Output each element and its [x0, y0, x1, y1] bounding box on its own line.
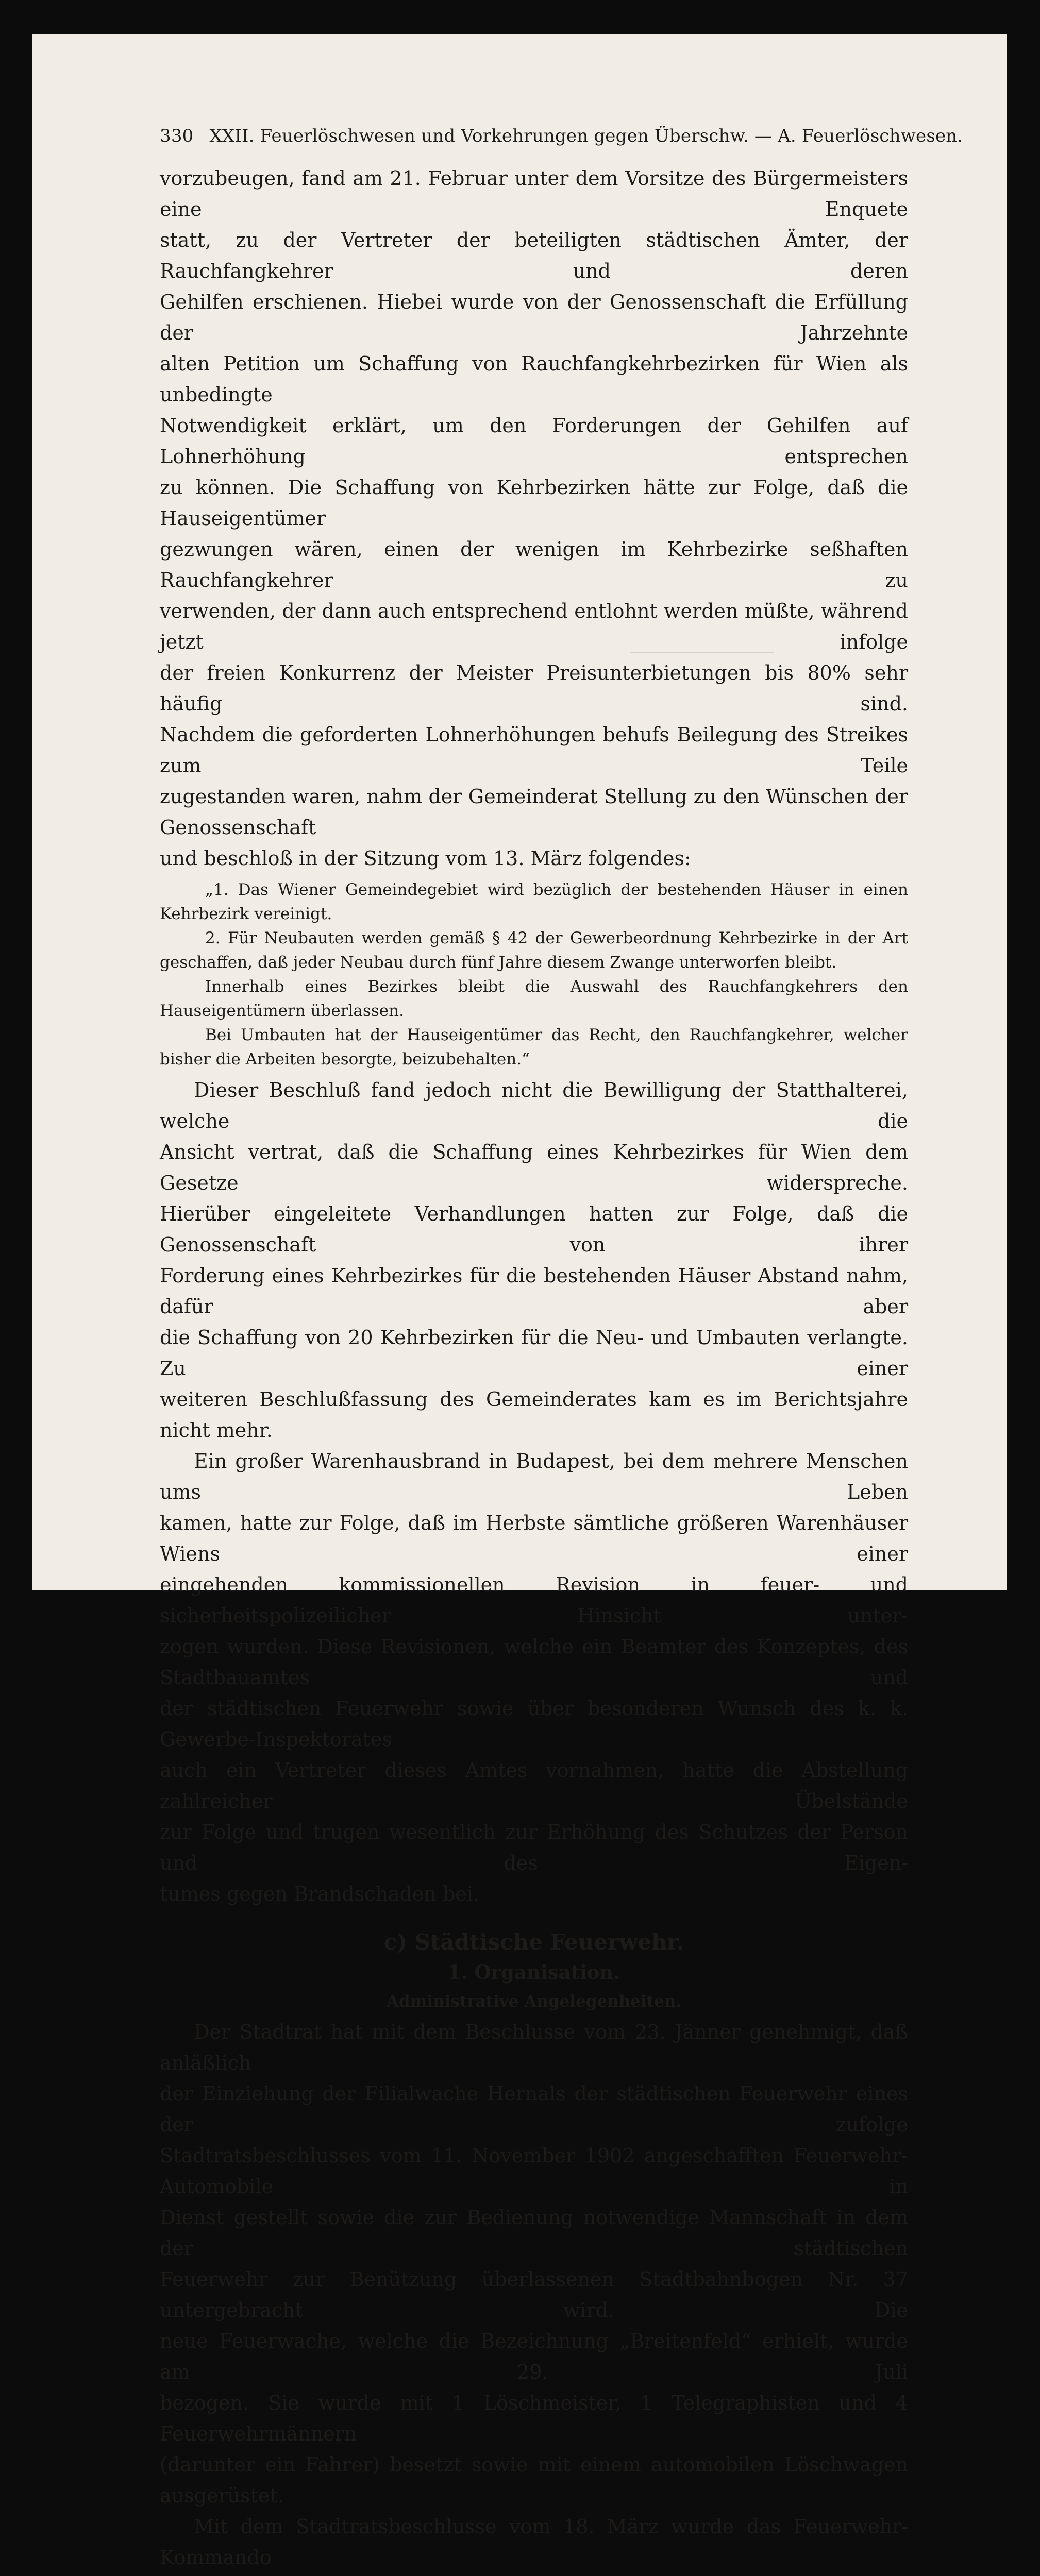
text-line: und beschloß in der Sitzung vom 13. März folgendes:: [160, 847, 691, 870]
text-line: zu können. Die Schaffung von Kehrbezirken hätte zur Folge, daß die Hauseigentümer: [160, 476, 908, 530]
text-line: die Schaffung von 20 Kehrbezirken für die Neu- und Umbauten verlangte. Zu einer: [160, 1326, 908, 1380]
text-line: Dieser Beschluß fand jedoch nicht die Bewilligung der Statthalterei, welche die: [160, 1079, 908, 1132]
paragraph-enquete: [160, 163, 908, 874]
text-line: vorzubeugen, fand am 21. Februar unter dem Vorsitze des Bürgermeisters eine Enquete: [160, 167, 908, 221]
text-line: der freien Konkurrenz der Meister Preisunterbietungen bis 80% sehr häufig sind.: [160, 662, 908, 715]
paragraph-stadtrat: [160, 2016, 908, 2511]
text-line: Feuerwehr zur Benützung überlassenen Stadtbahnbogen Nr. 37 untergebracht wird. Die: [160, 2268, 908, 2321]
text-line: Ansicht vertrat, daß die Schaffung eines Kehrbezirkes für Wien dem Gesetze widerspreche.: [160, 1141, 908, 1194]
text-line: zugestanden waren, nahm der Gemeinderat Stellung zu den Wünschen der Genossenschaft: [160, 785, 908, 839]
text-line: alten Petition um Schaffung von Rauchfangkehrbezirken für Wien als unbedingte: [160, 352, 908, 406]
running-title: XXII. Feuerlöschwesen und Vorkehrungen gegen Überschw. — A. Feuerlöschwesen.: [209, 126, 963, 146]
text-line: weiteren Beschlußfassung des Gemeinderates kam es im Berichtsjahre nicht mehr.: [160, 1388, 908, 1442]
text-line: gezwungen wären, einen der wenigen im Kehrbezirke seßhaften Rauchfangkehrer zu: [160, 538, 908, 591]
text-line: Ein großer Warenhausbrand in Budapest, bei dem mehrere Menschen ums Leben: [160, 1450, 908, 1503]
text-line: Mit dem Stadtratsbeschlusse vom 18. März wurde das Feuerwehr-Kommando: [160, 2515, 908, 2569]
quote-item: Bei Umbauten hat der Hauseigentümer das Recht, den Rauchfangkehrer, welcher bisher die Arbeiten besorgte, beizubehalten.“: [160, 1026, 908, 1069]
text-line: Notwendigkeit erklärt, um den Forderungen der Gehilfen auf Lohnerhöhung entsprechen: [160, 414, 908, 468]
text-line: Dienst gestellt sowie die zur Bedienung notwendige Mannschaft in dem der städtischen: [160, 2206, 908, 2260]
text-line: zur Folge und trugen wesentlich zur Erhöhung des Schutzes der Person und des Eigen-: [160, 1821, 908, 1874]
quote-item: 2. Für Neubauten werden gemäß § 42 der Gewerbeordnung Kehrbezirke in der Art geschaffen, daß jeder Neubau durch fünf Jahre diesem Zwange unterworfen bleibt.: [160, 929, 908, 972]
text-line: der städtischen Feuerwehr sowie über besonderen Wunsch des k. k. Gewerbe-Inspektorates: [160, 1697, 908, 1751]
quote-item: „1. Das Wiener Gemeindegebiet wird bezüglich der bestehenden Häuser in einen Kehrbezirk vereinigt.: [160, 880, 908, 923]
subsubsection-heading: Administrative Angelegenheiten.: [386, 1992, 682, 2011]
paragraph-kommando: [160, 2511, 908, 2576]
text-line: Nachdem die geforderten Lohnerhöhungen behufs Beilegung des Streikes zum Teile: [160, 723, 908, 777]
text-line: auch ein Vertreter dieses Amtes vornahmen, hatte die Abstellung zahlreicher Übelstände: [160, 1759, 908, 1812]
scanned-page: [32, 34, 1007, 2569]
text-line: verwenden, der dann auch entsprechend entlohnt werden müßte, während jetzt infolge: [160, 600, 908, 653]
text-line: kamen, hatte zur Folge, daß im Herbste sämtliche größeren Warenhäuser Wiens einer: [160, 1512, 908, 1565]
text-line: (darunter ein Fahrer) besetzt sowie mit einem automobilen Löschwagen ausgerüstet.: [160, 2453, 908, 2507]
paragraph-warenhausbrand: [160, 1446, 908, 1909]
quote-item: Innerhalb eines Bezirkes bleibt die Auswahl des Rauchfangkehrers den Hauseigentümern überlassen.: [160, 977, 908, 1020]
quoted-resolution: [160, 878, 908, 1072]
running-header: [160, 125, 963, 147]
paragraph-statthalterei: [160, 1075, 908, 1446]
text-line: neue Feuerwache, welche die Bezeichnung „Breitenfeld“ erhielt, wurde am 29. Juli: [160, 2330, 908, 2383]
page-number: 330: [160, 126, 194, 146]
text-line: eingehenden kommissionellen Revision in feuer- und sicherheitspolizeilicher Hinsicht unter-: [160, 1573, 908, 1627]
text-line: statt, zu der Vertreter der beteiligten städtischen Ämter, der Rauchfangkehrer und deren: [160, 229, 908, 282]
text-line: Der Stadtrat hat mit dem Beschlusse vom 23. Jänner genehmigt, daß anläßlich: [160, 2021, 908, 2074]
text-line: der Einziehung der Filialwache Hernals der städtischen Feuerwehr eines der zufolge: [160, 2082, 908, 2136]
text-line: Stadtratsbeschlusses vom 11. November 1902 angeschafften Feuerwehr-Automobile in: [160, 2144, 908, 2198]
page-content: [160, 125, 963, 2576]
section-heading: c) Städtische Feuerwehr.: [383, 1929, 684, 1955]
text-line: Gehilfen erschienen. Hiebei wurde von der Genossenschaft die Erfüllung der Jahrzehnte: [160, 291, 908, 344]
text-line: Hierüber eingeleitete Verhandlungen hatten zur Folge, daß die Genossenschaft von ihrer: [160, 1202, 908, 1256]
text-line: zogen wurden. Diese Revisionen, welche ein Beamter des Konzeptes, des Stadtbauamtes und: [160, 1635, 908, 1689]
subsection-heading: 1. Organisation.: [447, 1961, 620, 1984]
text-line: [160, 2573, 908, 2576]
text-line: Forderung eines Kehrbezirkes für die bestehenden Häuser Abstand nahm, dafür aber: [160, 1264, 908, 1318]
text-line: bezogen. Sie wurde mit 1 Löschmeister, 1 Telegraphisten und 4 Feuerwehrmännern: [160, 2392, 908, 2445]
text-line: tumes gegen Brandschaden bei.: [160, 1883, 479, 1905]
